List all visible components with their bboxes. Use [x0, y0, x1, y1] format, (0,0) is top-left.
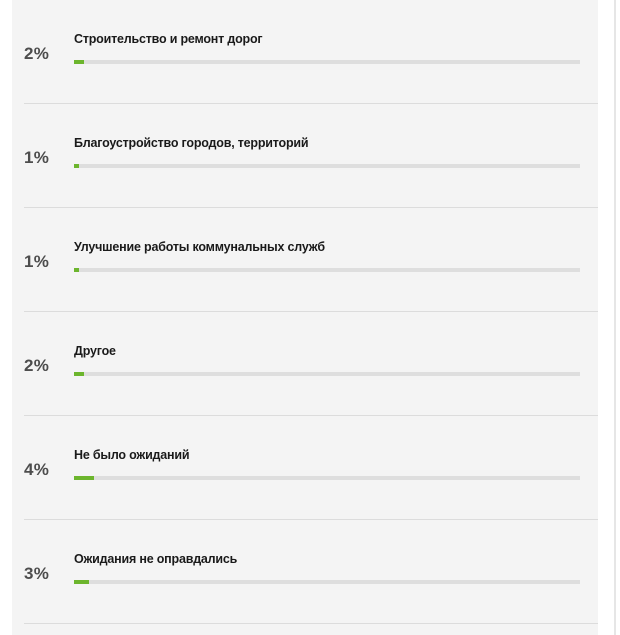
- result-bar-fill: [74, 476, 94, 480]
- result-percent: 3%: [24, 564, 50, 583]
- result-percent: 2%: [24, 44, 50, 63]
- result-percent: 1%: [24, 148, 50, 167]
- row-divider: [24, 623, 598, 624]
- result-bar-track: [74, 164, 580, 168]
- result-label: Другое: [74, 344, 116, 358]
- result-label: Ожидания не оправдались: [74, 552, 238, 566]
- result-label: Строительство и ремонт дорог: [74, 32, 263, 46]
- poll-result-row: [12, 520, 598, 624]
- result-bar-track: [74, 372, 580, 376]
- result-label: Улучшение работы коммунальных служб: [74, 240, 325, 254]
- result-label: Не было ожиданий: [74, 448, 190, 462]
- poll-result-row: [12, 208, 598, 312]
- result-bar-track: [74, 476, 580, 480]
- result-bar-fill: [74, 60, 84, 64]
- result-bar-fill: [74, 372, 84, 376]
- result-bar-track: [74, 268, 580, 272]
- result-bar-fill: [74, 580, 89, 584]
- result-percent: 2%: [24, 356, 50, 375]
- result-bar-track: [74, 60, 580, 64]
- result-percent: 1%: [24, 252, 50, 271]
- result-percent: 4%: [24, 460, 50, 479]
- result-bar-fill: [74, 268, 79, 272]
- poll-result-row: [12, 416, 598, 520]
- poll-result-row: [12, 104, 598, 208]
- poll-result-row: [12, 312, 598, 416]
- result-bar-fill: [74, 164, 79, 168]
- page-edge-divider: [614, 0, 616, 635]
- poll-result-row: [12, 0, 598, 104]
- result-bar-track: [74, 580, 580, 584]
- result-label: Благоустройство городов, территорий: [74, 136, 309, 150]
